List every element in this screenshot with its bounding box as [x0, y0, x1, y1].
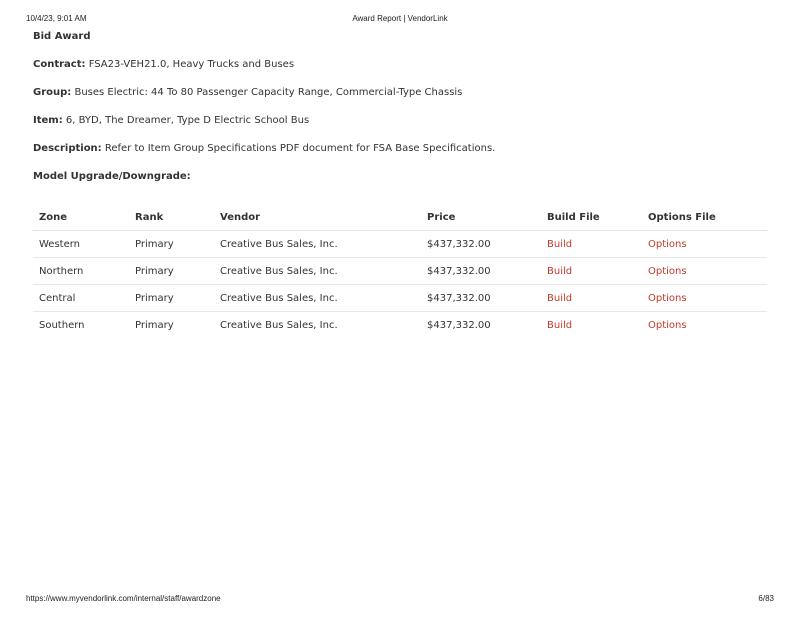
contract-value: FSA23-VEH21.0, Heavy Trucks and Buses [88, 59, 295, 70]
price-cell: $437,332.00 [421, 285, 541, 312]
page-heading: Bid Award [33, 31, 91, 42]
description-label: Description: [33, 143, 102, 154]
award-table [33, 204, 767, 338]
item-value: 6, BYD, The Dreamer, Type D Electric School Bus [65, 115, 310, 126]
zone-cell: Western [33, 231, 129, 258]
table-row [33, 285, 767, 312]
header-vendor: Vendor [214, 204, 421, 231]
print-datetime: 10/4/23, 9:01 AM [26, 14, 87, 23]
build-link[interactable]: Build [547, 292, 573, 304]
zone-cell: Southern [39, 319, 85, 331]
description-line [33, 142, 767, 156]
rank-cell: Primary [129, 285, 214, 312]
build-link[interactable]: Build [547, 319, 573, 331]
options-link[interactable]: Options [648, 265, 687, 277]
contract-line [33, 58, 767, 72]
rank-cell: Primary [135, 319, 174, 331]
vendor-cell: Creative Bus Sales, Inc. [214, 231, 421, 258]
zone-cell: Northern [33, 258, 129, 285]
print-header [26, 14, 774, 26]
contract-label: Contract: [33, 59, 86, 70]
vendor-cell: Creative Bus Sales, Inc. [214, 258, 421, 285]
header-zone: Zone [33, 204, 129, 231]
table-row [33, 231, 767, 258]
price-cell: $437,332.00 [421, 231, 541, 258]
description-value: Refer to Item Group Specifications PDF document for FSA Base Specifications. [104, 143, 496, 154]
header-price: Price [421, 204, 541, 231]
group-label: Group: [33, 87, 72, 98]
header-options-file: Options File [642, 204, 767, 231]
table-row [33, 312, 767, 339]
zone-cell: Central [33, 285, 129, 312]
vendor-cell: Creative Bus Sales, Inc. [220, 319, 338, 331]
group-value: Buses Electric: 44 To 80 Passenger Capacity Range, Commercial-Type Chassis [74, 87, 463, 98]
print-footer [26, 594, 774, 606]
vendor-cell: Creative Bus Sales, Inc. [214, 285, 421, 312]
print-page-title: Award Report | VendorLink [352, 14, 448, 23]
model-upgrade-label: Model Upgrade/Downgrade: [33, 171, 191, 182]
award-report [33, 30, 767, 338]
build-link[interactable]: Build [547, 265, 573, 277]
group-line [33, 86, 767, 100]
item-line [33, 114, 767, 128]
options-link[interactable]: Options [648, 292, 687, 304]
rank-cell: Primary [129, 231, 214, 258]
page-url: https://www.myvendorlink.com/internal/staff/awardzone [26, 594, 221, 603]
options-link[interactable]: Options [648, 319, 687, 331]
model-upgrade-line [33, 170, 767, 184]
table-row [33, 258, 767, 285]
price-cell: $437,332.00 [427, 319, 491, 331]
item-label: Item: [33, 115, 63, 126]
header-rank: Rank [129, 204, 214, 231]
price-cell: $437,332.00 [421, 258, 541, 285]
rank-cell: Primary [129, 258, 214, 285]
options-link[interactable]: Options [648, 238, 687, 250]
build-link[interactable]: Build [547, 238, 573, 250]
header-build-file: Build File [541, 204, 642, 231]
table-header-row [33, 204, 767, 231]
page-number: 6/83 [758, 594, 774, 603]
